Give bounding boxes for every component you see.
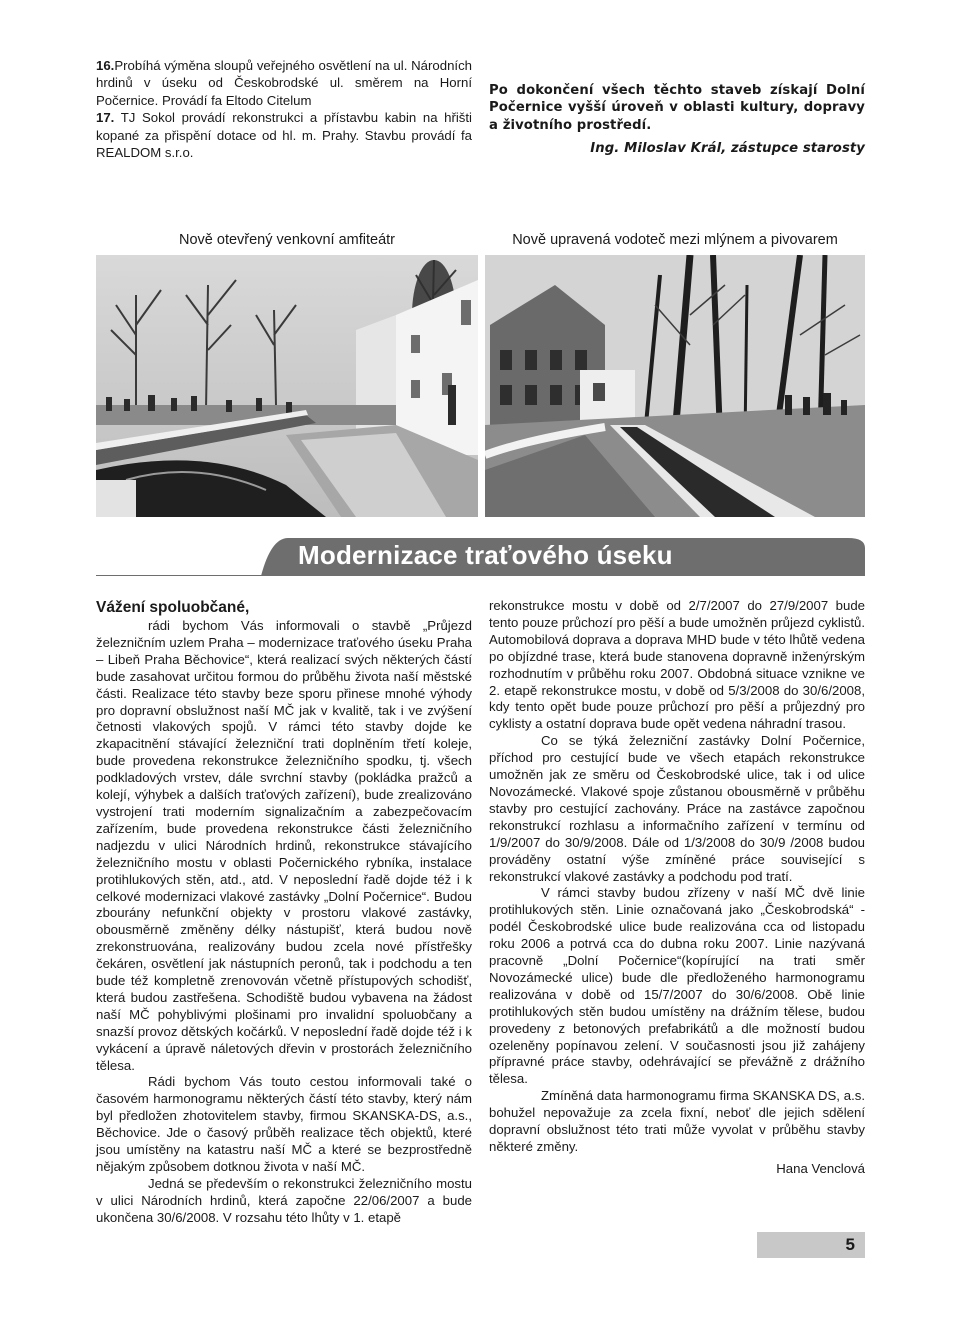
article-greeting: Vážení spoluobčané, — [96, 599, 250, 616]
top-left-notes — [96, 57, 472, 161]
article-paragraph: Zmíněná data harmonogramu firma SKANSKA DS, a.s. bohužel nepovažuje za zcela fixní, neboť dle jejich sdělení dopravní obslužnost této trati může vyvolat v průběhu stavby některé změny. — [489, 1088, 865, 1154]
item-17-number: 17. — [96, 110, 115, 126]
article-paragraph: Jedná se především o rekonstrukci železničního mostu v ulici Národních hrdinů, která započne 22/06/2007 a bude ukončena 30/6/2008. V rozsahu této lhůty v 1. etapě — [96, 1175, 472, 1225]
article-column-left — [96, 598, 472, 1227]
item-16-text: Probíhá výměna sloupů veřejného osvětlení na ul. Národních hrdinů v úseku od Českobrodské ul. směrem na Horní Počernice. Provádí fa Eltodo Citelum — [96, 58, 472, 108]
top-right-statement — [489, 82, 865, 158]
item-17-text: TJ Sokol provádí rekonstrukci a přístavbu kabin na hřišti kopané za přispění dotace od hl. m. Prahy. Stavbu provádí fa REALDOM s.r.o. — [96, 110, 472, 161]
closing-statement: Po dokončení všech těchto staveb získají Dolní Počernice vyšší úroveň v oblasti kultury, dopravy a životního prostředí. — [489, 83, 865, 133]
article-paragraph: V rámci stavby budou zřízeny v naší MČ dvě linie protihlukových stěn. Linie označovaná jako „Českobrodská“ -podél Českobrodské ulice bude realizována cca od listopadu roku 2006 a potrvá cca do dubna roku 2007. Linie nazývaná pracovně „Dolní Počernice“(kopírující na trati směr Novozámecké ulice) bude dle předloženého harmonogramu realizována v době od 15/7/2007 do 30/6/2008. Obě linie protihlukových stěn budou umístěny na drážním tělese, budou provedeny z betonových prefabrikátů a dle možností budou ozeleněny popínavou zelení. V současnosti jsou již zahájeny přípravné práce stavby, odehrávající se převážně z drážního tělesa. — [489, 885, 865, 1087]
item-16 — [96, 57, 472, 109]
photo-amphitheatre — [96, 255, 478, 517]
photo-watercourse — [485, 255, 865, 517]
article-paragraph: Co se týká železniční zastávky Dolní Počernice, příchod pro cestující bude ve všech etapách rekonstrukce umožněn jak ze směru od Českobrodské ulice, tak i od ulice Novozámecké. Vlakové spoje zůstanou obousměrně v průběhu stavby pro cestující zachovány. Práce na zastávce započnou rekonstrukcí rozhlasu a informačního zařízení v termínu od 1/9/2007 do 30/9/2008. Dále od 1/3/2008 do 30/9 /2008 budou prováděny ostatní výše zmíněné práce související s rekonstrukcí vlakové zastávky a podchodu pod tratí. — [489, 733, 865, 884]
item-17 — [96, 109, 472, 161]
item-16-number: 16. — [96, 58, 115, 73]
statement-signature: Ing. Miloslav Král, zástupce starosty — [590, 141, 865, 157]
photo-caption-watercourse: Nově upravená vodoteč mezi mlýnem a pivovarem — [512, 232, 838, 248]
article-paragraph: rekonstrukce mostu v době od 2/7/2007 do 27/9/2007 bude tento pouze průchozí pro pěší a bude umožněn průjezd cyklistů. Automobilová doprava a doprava MHD bude v této lhůtě vedena po objízdné trase, která bude stanovena dopravně inženýrským rozhodnutím v průběhu roku 2007. Obdobná situace vznikne ve 2. etapě rekonstrukce mostu, v době od 5/3/2008 do 30/6/2008, kdy tento opět bude pouze průchozí pro pěší a průjezdný pro cyklisty a ostatní doprava bude opět vedena náhradní trasou. — [489, 598, 865, 732]
photo-caption-amphitheatre: Nově otevřený venkovní amfiteátr — [179, 232, 395, 248]
article-paragraph: rádi bychom Vás informovali o stavbě „Průjezd železničním uzlem Praha – modernizace traťového úseku Praha – Libeň Praha Běchovice“, která realizací svých některých částí bude zasahovat určitou formou do průběhu života naší městské části. Realizace této stavby beze sporu přinese mnohé výhody pro dopravní obslužnost naší MČ jak v kvalitě, tak i ve zvýšení četnosti vlakových spojů. V rámci této stavby dojde ke zkapacitnění stávající železniční trati doplněním třetí koleje, bude provedena rekonstrukce železničního spodku, tj. všech podkladových vrstev, dále svrchní stavby (pokládka pražců a kolejí, výhybek a dalších traťových zařízení), bude zrealizováno vystrojení trati moderním signalizačním a zabezpečovacím zařízením, bude provedena rekonstrukce části železničního nadjezdu v ulici Národních hrdinů, rekonstrukce stávajícího železničního mostu v oblasti Počernického rybníka, instalace protihlukových stěn, atd., atd. V neposlední řadě dojde též i k celkové modernizaci vlakové zastávky „Dolní Počernice“. Budou zbourány nefunkční objekty v prostoru vlakové zastávky, obousměrně změněny délky nástupišť, která budou nově zrekonstruována, realizovány budou zcela nové přístřešky čekáren, osvětlení jak nástupních peronů, tak i podchodu a ten bude též kompletně zrenovován včetně přístupových schodišť, která budou zastřešena. Schodiště budou vybavena na žádost naší MČ pohyblivými plošinami pro invalidní spoluobčany a snazší provoz dětských kočárků. V neposlední řadě dojde též i k vykácení a úpravě náletových dřevin v prostorách železničního tělesa. — [96, 618, 472, 1073]
article-paragraph: Rádi bychom Vás touto cestou informovali také o časovém harmonogramu některých částí této stavby, který nám byl předložen zhotovitelem stavby, firmou SKANSKA-DS, a.s., Běchovice. Jde o časový průběh realizace těch objektů, které jsou umístěny na katastru naší MČ a které se bezprostředně nějakým způsobem dotknou života v naší MČ. — [96, 1074, 472, 1174]
article-column-right — [489, 598, 865, 1178]
page-number-box — [757, 1232, 865, 1258]
section-banner — [96, 538, 865, 576]
section-title: Modernizace traťového úseku — [298, 540, 673, 570]
article-author: Hana Venclová — [776, 1160, 865, 1176]
page-number: 5 — [845, 1235, 855, 1254]
